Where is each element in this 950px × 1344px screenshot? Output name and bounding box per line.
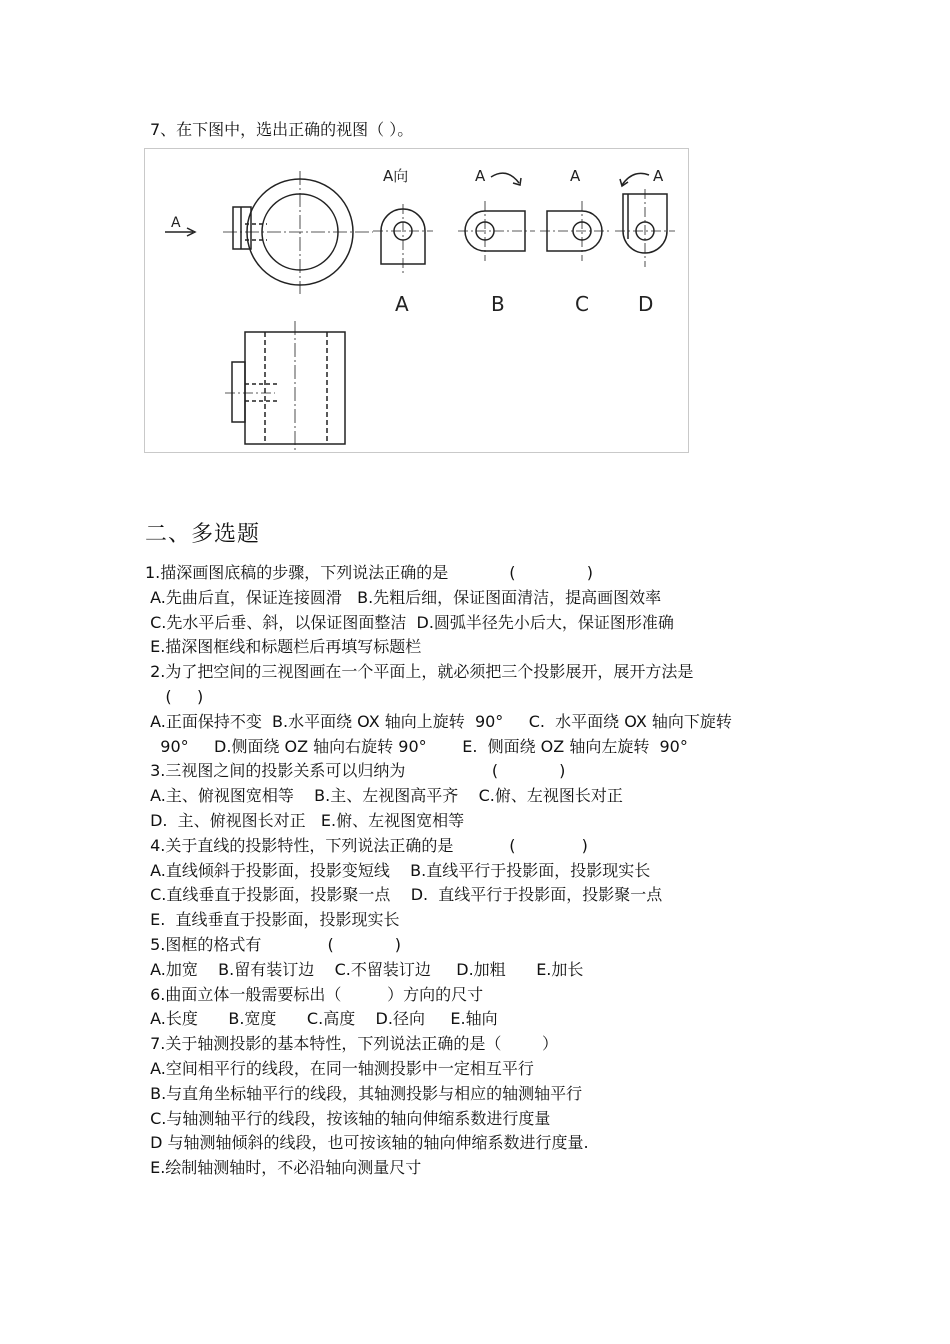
question-line: 6.曲面立体一般需要标出（ ）方向的尺寸 <box>145 984 484 1004</box>
question-line: 1.描深画图底稿的步骤，下列说法正确的是 ( ) <box>145 563 593 582</box>
option-c-view <box>540 167 610 316</box>
svg-text:A: A <box>570 167 581 185</box>
question-line: E. 直线垂直于投影面，投影现实长 <box>145 910 400 930</box>
question-line: C.与轴测轴平行的线段，按该轴的轴向伸缩系数进行度量 <box>145 1108 551 1128</box>
question-line: C.先水平后垂、斜，以保证图面整洁 D.圆弧半径先小后大，保证图形准确 <box>145 612 674 632</box>
option-a-view <box>373 167 433 316</box>
question-line: D. 主、俯视图长对正 E.俯、左视图宽相等 <box>145 811 465 830</box>
question-line: 5.图框的格式有 ( ) <box>145 935 401 954</box>
svg-text:A: A <box>395 292 409 316</box>
question-7-figure <box>144 148 689 453</box>
main-front-view <box>225 321 345 451</box>
question-line: E.描深图框线和标题栏后再填写标题栏 <box>145 637 422 657</box>
question-line: B.与直角坐标轴平行的线段，其轴测投影与相应的轴测轴平行 <box>145 1083 583 1103</box>
question-7-text: 7、在下图中，选出正确的视图（ ）。 <box>150 120 414 139</box>
question-line: A.空间相平行的线段，在同一轴测投影中一定相互平行 <box>145 1059 534 1078</box>
question-line: C.直线垂直于投影面，投影聚一点 D. 直线平行于投影面，投影聚一点 <box>145 885 663 905</box>
question-line: A.主、俯视图宽相等 B.主、左视图高平齐 C.俯、左视图长对正 <box>145 786 623 806</box>
question-line: 3.三视图之间的投影关系可以归纳为 ( ) <box>145 761 566 781</box>
question-line: 2.为了把空间的三视图画在一个平面上，就必须把三个投影展开，展开方法是 <box>145 662 694 682</box>
svg-text:D: D <box>638 292 654 316</box>
option-d-view <box>615 167 675 316</box>
svg-text:A: A <box>475 167 486 185</box>
option-b-view <box>458 167 535 316</box>
question-line: A.正面保持不变 B.水平面绕 OX 轴向上旋转 90° C. 水平面绕 OX 轴向下旋转 <box>145 711 732 731</box>
svg-text:A向: A向 <box>383 167 409 185</box>
rotate-arrow-icon <box>491 173 519 183</box>
question-line: ( ) <box>145 687 204 706</box>
question-line: 7.关于轴测投影的基本特性，下列说法正确的是（ ） <box>145 1034 559 1054</box>
section-title: 二、多选题 <box>145 522 261 547</box>
svg-text:B: B <box>491 292 505 316</box>
arrow-label: A <box>171 215 181 231</box>
main-top-view <box>223 171 373 294</box>
projection-drawing <box>145 149 690 454</box>
question-line: 4.关于直线的投影特性，下列说法正确的是 ( ) <box>145 835 588 855</box>
question-line: A.直线倾斜于投影面，投影变短线 B.直线平行于投影面，投影现实长 <box>145 860 651 880</box>
question-line: D 与轴测轴倾斜的线段，也可按该轴的轴向伸缩系数进行度量. <box>145 1133 589 1153</box>
question-line: A.加宽 B.留有装订边 C.不留装订边 D.加粗 E.加长 <box>145 959 584 979</box>
question-line: A.先曲后直，保证连接圆滑 B.先粗后细，保证图面清洁，提高画图效率 <box>145 587 662 607</box>
svg-text:A: A <box>653 167 664 185</box>
question-line: E.绘制轴测轴时，不必沿轴向测量尺寸 <box>145 1158 422 1178</box>
question-line: A.长度 B.宽度 C.高度 D.径向 E.轴向 <box>145 1009 498 1029</box>
svg-text:C: C <box>575 292 589 316</box>
question-line: 90° D.侧面绕 OZ 轴向右旋转 90° E. 侧面绕 OZ 轴向左旋转 90° <box>145 736 688 756</box>
